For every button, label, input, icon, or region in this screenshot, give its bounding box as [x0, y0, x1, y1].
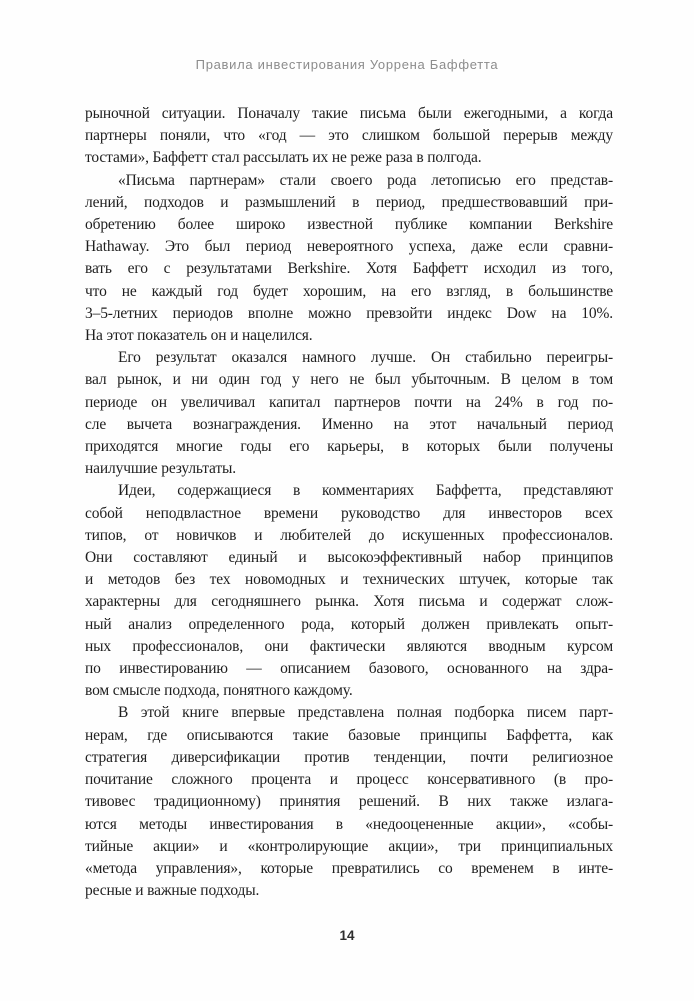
running-header: Правила инвестирования Уоррена Баффетта [195, 57, 499, 72]
text-line: Они составляют единый и высокоэффективный набор принципов [85, 549, 613, 567]
text-line: «метода управления», которые превратились со временем в инте- [85, 859, 613, 877]
text-line: почитание сложного процента и процесс консервативного (в про- [85, 771, 613, 789]
text-line: ных профессионалов, они фактически являются вводным курсом [85, 637, 613, 655]
text-line: 3–5-летних периодов вполне можно превзойти индекс Dow на 10%. [85, 304, 613, 322]
text-line: вом смысле подхода, понятного каждому. [85, 682, 353, 700]
text-line: стратегия диверсификации против тенденции, почти религиозное [85, 748, 613, 766]
page-body [85, 103, 613, 902]
text-line: тостами», Баффетт стал рассылать их не реже раза в полгода. [85, 149, 482, 167]
paragraph [85, 103, 613, 170]
text-line: «Письма партнерам» стали своего рода летописью его представ- [118, 171, 613, 189]
text-line: лений, подходов и размышлений в период, предшествовавший при- [85, 193, 613, 211]
text-line: вал рынок, и ни один год у него не был убыточным. В целом в том [85, 371, 613, 389]
text-line: тийные акции» и «контролирующие акции», три принципиальных [85, 837, 613, 855]
paragraph [85, 480, 613, 702]
text-line: Hathaway. Это был период невероятного успеха, даже если сравни- [85, 238, 613, 256]
paragraph [85, 702, 613, 902]
text-line: нерам, где описываются такие базовые принципы Баффетта, как [85, 726, 613, 744]
text-line: Идеи, содержащиеся в комментариях Баффетта, представляют [118, 482, 613, 500]
text-line: ресные и важные подходы. [85, 882, 260, 900]
page-number: 14 [339, 928, 355, 943]
text-line: собой неподвластное времени руководство для инвесторов всех [85, 504, 613, 522]
text-line: и методов без тех новомодных и технических штучек, которые так [85, 571, 613, 589]
text-line: тивовес традиционному) принятия решений. В них также излага- [85, 793, 613, 811]
text-line: сле вычета вознаграждения. Именно на этот начальный период [85, 415, 613, 433]
text-line: На этот показатель он и нацелился. [85, 327, 313, 345]
text-line: по инвестированию — описанием базового, основанного на здра- [85, 660, 613, 678]
text-line: В этой книге впервые представлена полная подборка писем парт- [118, 704, 613, 722]
paragraph [85, 170, 613, 348]
text-line: рыночной ситуации. Поначалу такие письма были ежегодными, а когда [85, 105, 613, 122]
text-line: приходятся многие годы его карьеры, в которых были получены [85, 438, 613, 456]
text-line: наилучшие результаты. [85, 460, 236, 478]
text-line: что не каждый год будет хорошим, на его взгляд, в большинстве [85, 282, 613, 300]
text-line: характерны для сегодняшнего рынка. Хотя письма и содержат слож- [85, 593, 613, 611]
paragraph [85, 347, 613, 480]
text-line: Его результат оказался намного лучше. Он стабильно переигры- [118, 349, 613, 367]
text-line: обретению более широко известной публике компании Berkshire [85, 216, 613, 234]
text-line: периоде он увеличивал капитал партнеров почти на 24% в год по- [85, 393, 613, 411]
text-line: ный анализ определенного рода, который должен привлекать опыт- [85, 615, 613, 633]
text-line: ются методы инвестирования в «недооцененные акции», «собы- [85, 815, 613, 833]
text-line: вать его с результатами Berkshire. Хотя Баффетт исходил из того, [85, 260, 613, 278]
text-line: партнеры поняли, что «год — это слишком большой перерыв между [85, 127, 613, 145]
text-line: типов, от новичков и любителей до искушенных профессионалов. [85, 526, 613, 544]
